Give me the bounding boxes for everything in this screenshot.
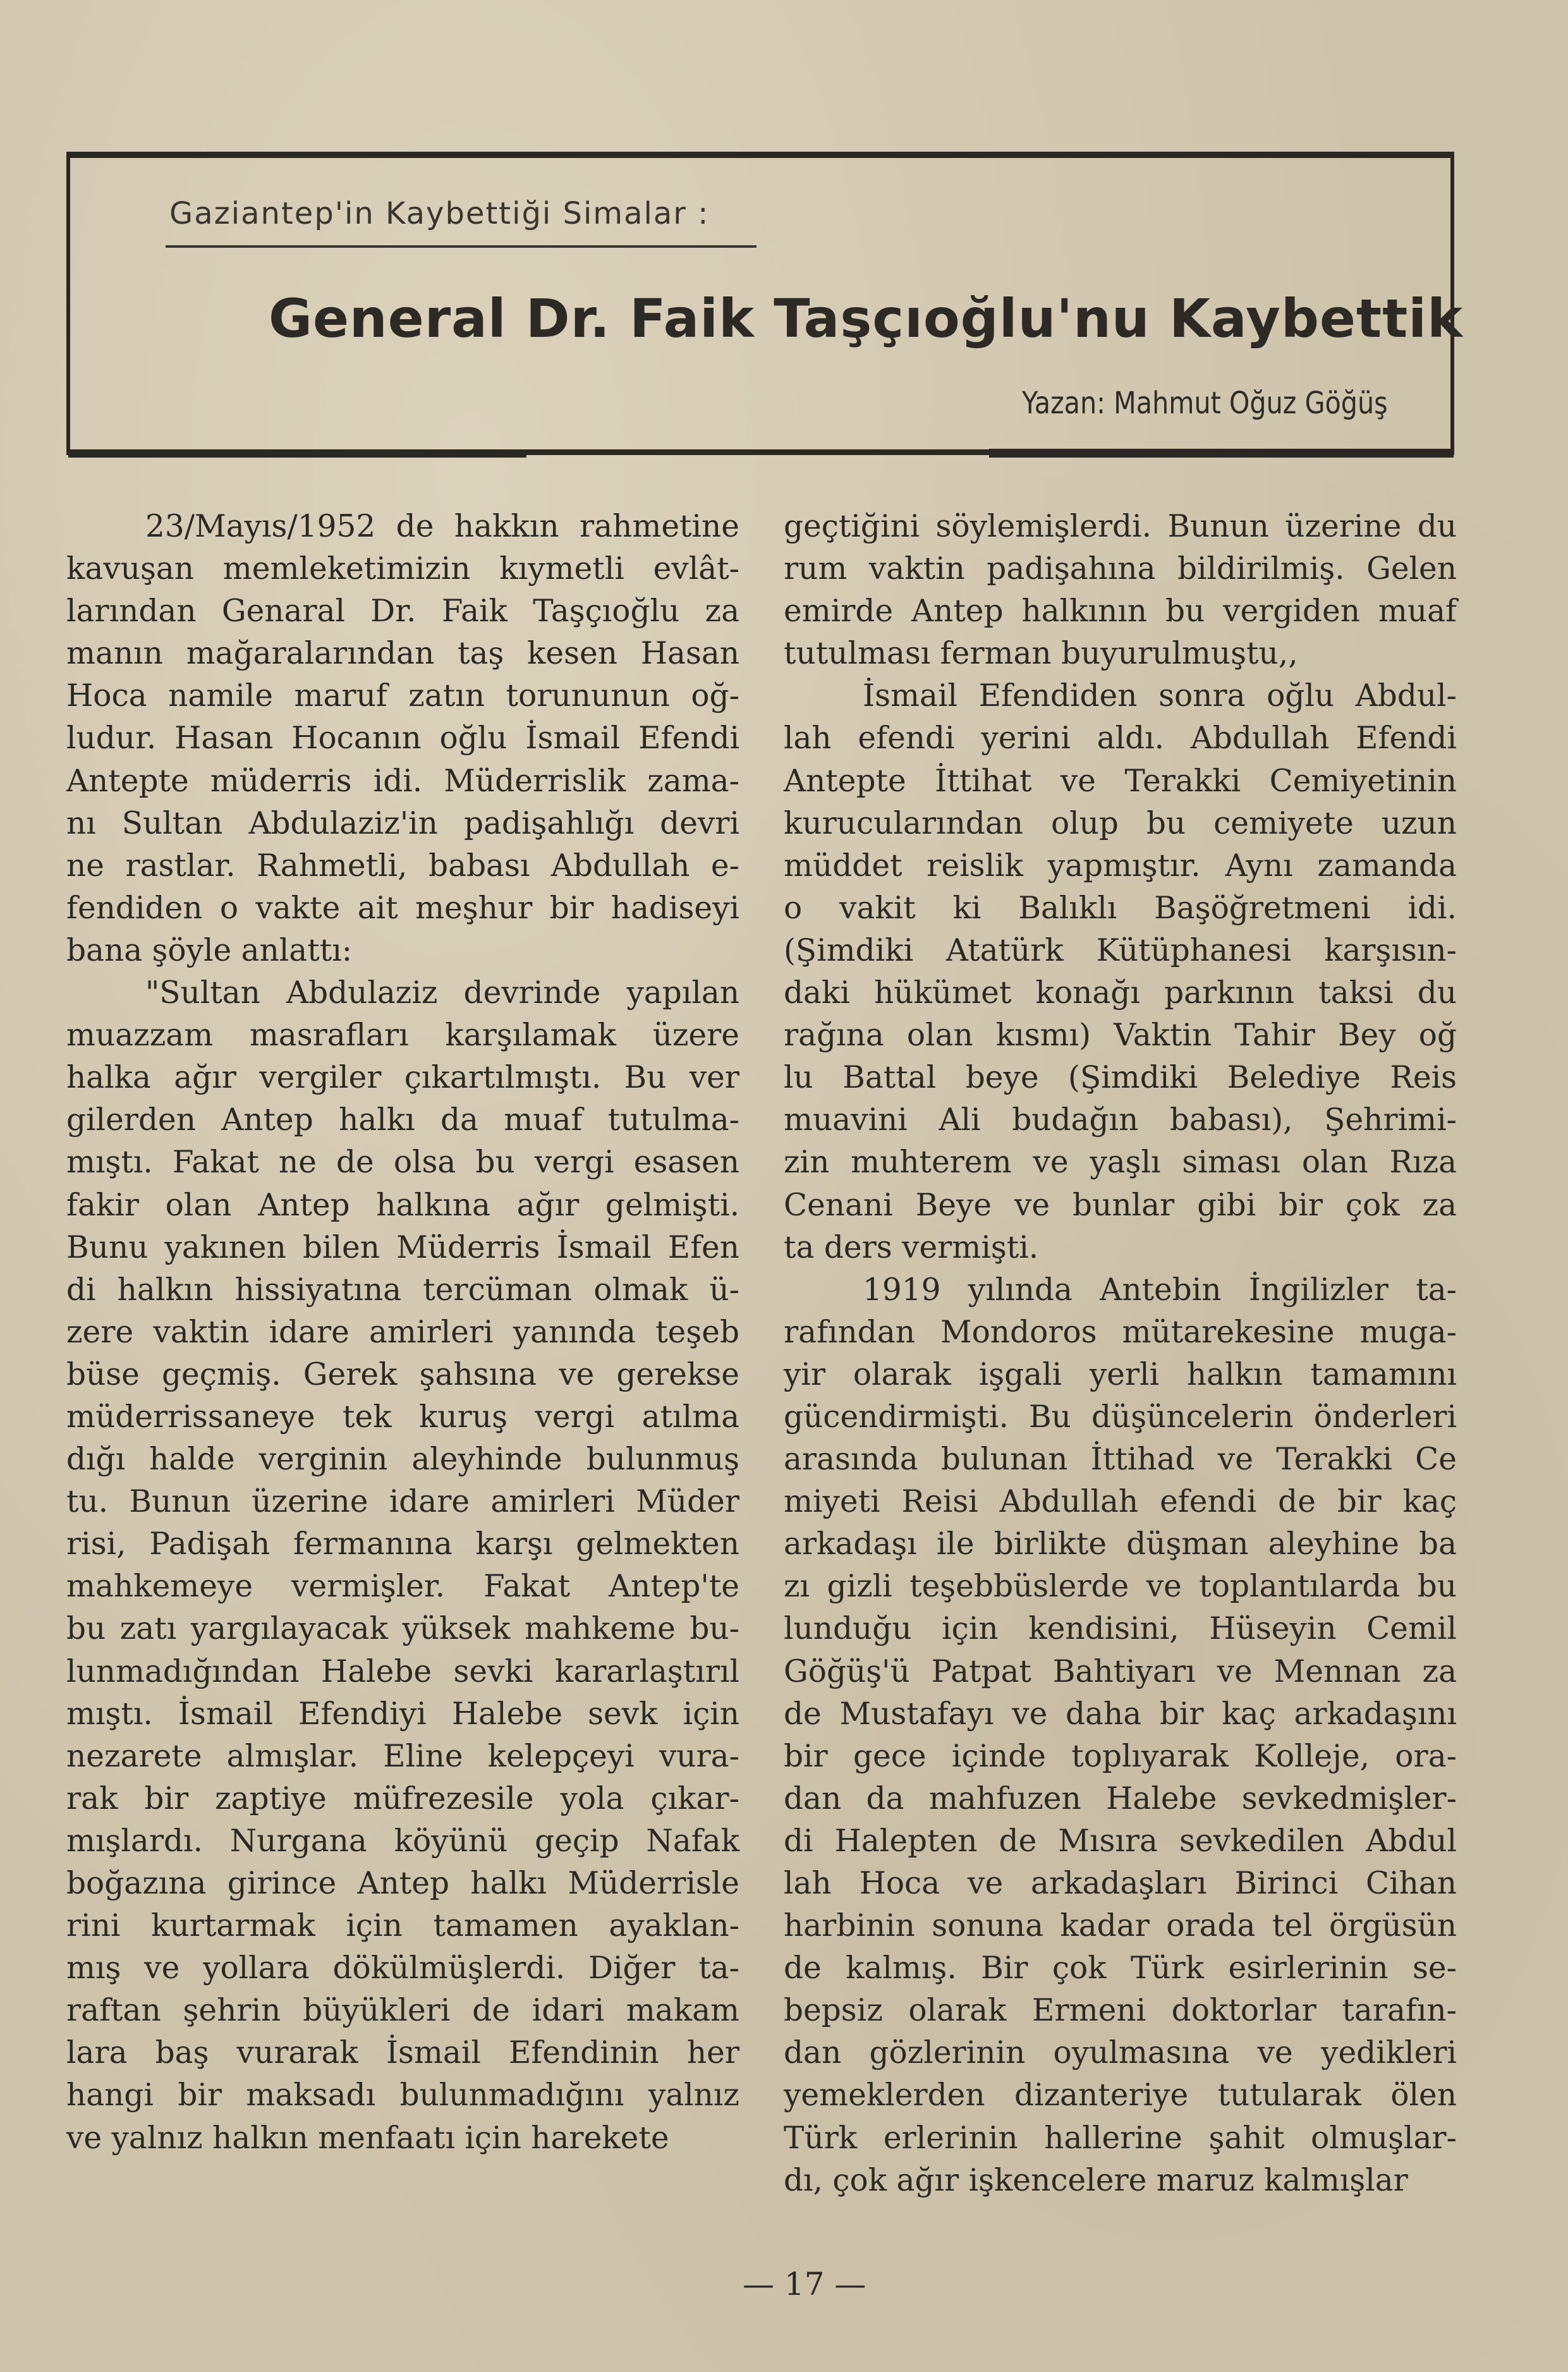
text-line: bana şöyle anlattı: — [66, 932, 353, 968]
text-line: İsmail Efendiden sonra oğlu Abdul- — [863, 678, 1457, 714]
text-line: o vakit ki Balıklı Başöğretmeni idi. — [784, 890, 1457, 926]
text-line: mışlardı. Nurgana köyünü geçip Nafak — [66, 1823, 739, 1859]
header-rule-right — [989, 449, 1454, 458]
text-line: yemeklerden dizanteriye tutularak ölen — [784, 2077, 1457, 2114]
text-line: de kalmış. Bir çok Türk esirlerinin se- — [784, 1950, 1457, 1986]
article-title: General Dr. Faik Taşçıoğlu'nu Kaybettik — [269, 288, 1463, 350]
text-line: ludur. Hasan Hocanın oğlu İsmail Efendi — [66, 721, 739, 757]
text-line: gücendirmişti. Bu düşüncelerin önderleri — [784, 1399, 1457, 1435]
header-rule-left — [68, 450, 526, 458]
text-line: dan da mahfuzen Halebe sevkedmişler- — [784, 1780, 1457, 1816]
text-line: de Mustafayı ve daha bir kaç arkadaşını — [784, 1696, 1457, 1732]
text-line: zı gizli teşebbüslerde ve toplantılarda bu — [784, 1569, 1457, 1605]
text-line: büse geçmiş. Gerek şahsına ve gerekse — [66, 1356, 739, 1392]
text-line: boğazına girince Antep halkı Müderrisle — [66, 1866, 739, 1901]
text-line: miyeti Reisi Abdullah efendi de bir kaç — [784, 1484, 1457, 1520]
text-line: zin muhterem ve yaşlı siması olan Rıza — [784, 1145, 1457, 1181]
text-line: risi, Padişah fermanına karşı gelmekten — [66, 1526, 739, 1562]
text-line: rafından Mondoros mütarekesine muga- — [784, 1314, 1457, 1350]
text-line: arkadaşı ile birlikte düşman aleyhine ba — [784, 1526, 1457, 1562]
text-line: mıştı. Fakat ne de olsa bu vergi esasen — [66, 1145, 739, 1181]
text-line: ne rastlar. Rahmetli, babası Abdullah e- — [66, 848, 739, 884]
series-label: Gaziantep'in Kaybettiği Simalar : — [169, 196, 710, 231]
text-line: Bunu yakınen bilen Müderris İsmail Efen — [66, 1229, 739, 1265]
text-line: Göğüş'ü Patpat Bahtiyarı ve Mennan za — [784, 1653, 1457, 1689]
text-line: gilerden Antep halkı da muaf tutulma- — [66, 1102, 739, 1138]
text-line: rağına olan kısmı) Vaktin Tahir Bey oğ — [784, 1018, 1457, 1054]
text-line: di Halepten de Mısıra sevkedilen Abdul — [784, 1823, 1457, 1859]
text-line: müddet reislik yapmıştır. Aynı zamanda — [784, 848, 1457, 884]
text-line: zere vaktin idare amirleri yanında teşeb — [66, 1314, 739, 1350]
text-line: Hoca namile maruf zatın torununun oğ- — [66, 678, 739, 714]
text-line: dı, çok ağır işkencelere maruz kalmışlar — [784, 2162, 1408, 2198]
series-underline — [166, 245, 757, 248]
text-line: tu. Bunun üzerine idare amirleri Müder — [66, 1484, 739, 1520]
text-line: mış ve yollara dökülmüşlerdi. Diğer ta- — [66, 1950, 739, 1986]
text-line: fendiden o vakte ait meşhur bir hadiseyi — [66, 890, 739, 926]
text-line: tutulması ferman buyurulmuştu,, — [784, 636, 1298, 672]
text-line: Antepte müderris idi. Müderrislik zama- — [66, 763, 739, 799]
text-line: halka ağır vergiler çıkartılmıştı. Bu ver — [66, 1060, 739, 1096]
text-line: bepsiz olarak Ermeni doktorlar tarafın- — [784, 1993, 1457, 2029]
text-line: mahkemeye vermişler. Fakat Antep'te — [66, 1569, 739, 1605]
text-line: bu zatı yargılayacak yüksek mahkeme bu- — [66, 1611, 739, 1647]
text-line: lah efendi yerini aldı. Abdullah Efendi — [784, 721, 1457, 757]
text-line: kurucularından olup bu cemiyete uzun — [784, 805, 1457, 841]
text-line: raftan şehrin büyükleri de idari makam — [66, 1993, 739, 2029]
text-line: lu Battal beye (Şimdiki Belediye Reis — [784, 1060, 1457, 1096]
byline: Yazan: Mahmut Oğuz Göğüş — [1022, 386, 1388, 421]
text-line: emirde Antep halkının bu vergiden muaf — [784, 593, 1457, 629]
text-line: lunmadığından Halebe sevki kararlaştırıl — [66, 1653, 739, 1689]
text-line: di halkın hissiyatına tercüman olmak ü- — [66, 1272, 739, 1308]
text-line: müderrissaneye tek kuruş vergi atılma — [66, 1399, 739, 1435]
text-line: rum vaktin padişahına bildirilmiş. Gelen — [784, 551, 1457, 587]
right-text-column — [784, 506, 1457, 2202]
text-line: harbinin sonuna kadar orada tel örgüsün — [784, 1908, 1457, 1944]
text-line: hangi bir maksadı bulunmadığını yalnız — [66, 2077, 739, 2114]
text-line: Antepte İttihat ve Terakki Cemiyetinin — [784, 763, 1457, 799]
text-line: (Şimdiki Atatürk Kütüphanesi karşısın- — [784, 932, 1457, 968]
text-line: dığı halde verginin aleyhinde bulunmuş — [66, 1442, 739, 1478]
text-line: yir olarak işgali yerli halkın tamamını — [784, 1356, 1457, 1392]
text-line: rak bir zaptiye müfrezesile yola çıkar- — [66, 1780, 739, 1816]
text-line: dan gözlerinin oyulmasına ve yedikleri — [784, 2035, 1457, 2071]
page-number: — 17 — — [743, 2266, 866, 2302]
text-line: manın mağaralarından taş kesen Hasan — [66, 636, 739, 672]
text-line: Cenani Beye ve bunlar gibi bir çok za — [784, 1187, 1457, 1223]
text-line: lara baş vurarak İsmail Efendinin her — [66, 2035, 739, 2071]
text-line: lah Hoca ve arkadaşları Birinci Cihan — [784, 1866, 1457, 1901]
text-line: lunduğu için kendisini, Hüseyin Cemil — [784, 1611, 1457, 1647]
text-line: 23/Mayıs/1952 de hakkın rahmetine — [145, 509, 739, 544]
text-line: muazzam masrafları karşılamak üzere — [66, 1018, 739, 1054]
text-line: arasında bulunan İttihad ve Terakki Ce — [784, 1442, 1457, 1478]
text-line: bir gece içinde toplıyarak Kolleje, ora- — [784, 1738, 1457, 1774]
text-line: daki hükümet konağı parkının taksi du — [784, 975, 1457, 1011]
text-line: muavini Ali budağın babası), Şehrimi- — [784, 1102, 1457, 1138]
text-line: Türk erlerinin hallerine şahit olmuşlar- — [784, 2120, 1457, 2156]
text-line: nezarete almışlar. Eline kelepçeyi vura- — [66, 1738, 739, 1774]
text-line: nı Sultan Abdulaziz'in padişahlığı devri — [66, 805, 739, 841]
text-line: "Sultan Abdulaziz devrinde yapılan — [145, 975, 739, 1011]
left-text-column — [66, 506, 739, 2160]
text-line: larından Genaral Dr. Faik Taşçıoğlu za — [66, 593, 739, 629]
text-line: fakir olan Antep halkına ağır gelmişti. — [66, 1187, 739, 1223]
text-line: ve yalnız halkın menfaatı için harekete — [66, 2120, 669, 2156]
text-line: rini kurtarmak için tamamen ayaklan- — [66, 1908, 739, 1944]
text-line: geçtiğini söylemişlerdi. Bunun üzerine du — [784, 509, 1457, 544]
text-line: 1919 yılında Antebin İngilizler ta- — [863, 1272, 1457, 1308]
text-line: kavuşan memleketimizin kıymetli evlât- — [66, 551, 739, 587]
text-line: mıştı. İsmail Efendiyi Halebe sevk için — [66, 1696, 739, 1732]
text-line: ta ders vermişti. — [784, 1229, 1039, 1265]
